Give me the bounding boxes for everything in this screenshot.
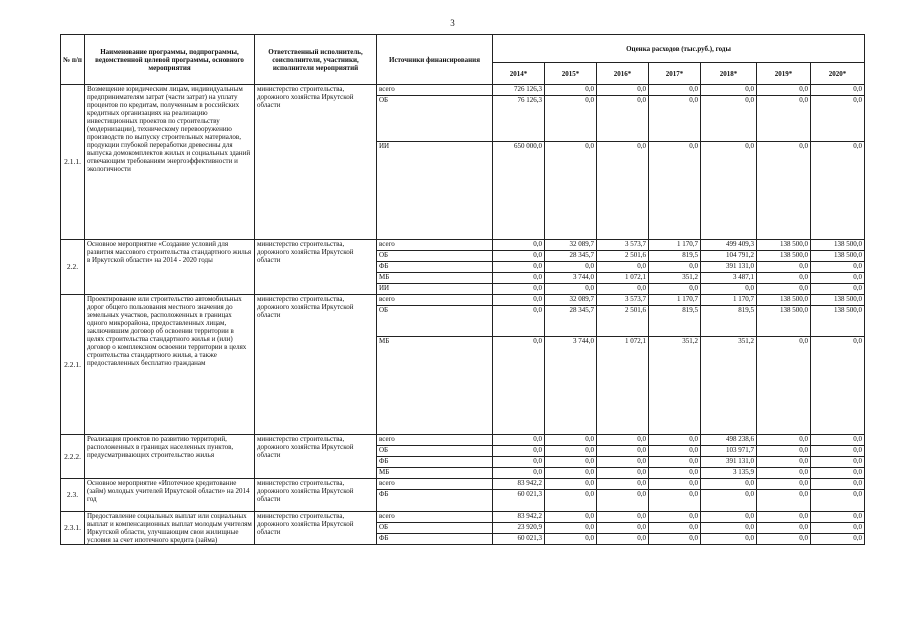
amount-cell: 138 500,0 <box>811 251 865 262</box>
amount-cell: 0,0 <box>649 262 701 273</box>
amount-cell: 391 131,0 <box>701 457 757 468</box>
amount-cell: 0,0 <box>597 446 649 457</box>
item-code: 2.1.1. <box>61 85 85 240</box>
amount-cell: 3 573,7 <box>597 295 649 306</box>
header-estimate: Оценка расходов (тыс.руб.), годы <box>493 35 865 63</box>
funding-source: ОБ <box>377 306 493 337</box>
amount-cell: 0,0 <box>811 435 865 446</box>
amount-cell: 83 942,2 <box>493 479 545 490</box>
funding-source: всего <box>377 295 493 306</box>
amount-cell: 0,0 <box>701 96 757 142</box>
amount-cell: 0,0 <box>811 85 865 96</box>
item-code: 2.3.1. <box>61 512 85 545</box>
item-executor: министерство строительства, дорожного хозяйства Иркутской области <box>255 479 377 512</box>
amount-cell: 0,0 <box>597 262 649 273</box>
table-row <box>61 479 865 490</box>
amount-cell: 0,0 <box>701 284 757 295</box>
amount-cell: 0,0 <box>757 512 811 523</box>
amount-cell: 0,0 <box>757 284 811 295</box>
amount-cell: 0,0 <box>493 435 545 446</box>
amount-cell: 0,0 <box>649 523 701 534</box>
amount-cell: 138 500,0 <box>811 306 865 337</box>
amount-cell: 0,0 <box>811 468 865 479</box>
amount-cell: 0,0 <box>597 523 649 534</box>
amount-cell: 3 744,0 <box>545 273 597 284</box>
item-name: Основное мероприятие «Ипотечное кредитование (займ) молодых учителей Иркутской области» на 2014 год <box>85 479 255 512</box>
amount-cell: 103 971,7 <box>701 446 757 457</box>
amount-cell: 76 126,3 <box>493 96 545 142</box>
amount-cell: 0,0 <box>757 96 811 142</box>
amount-cell: 0,0 <box>493 240 545 251</box>
amount-cell: 0,0 <box>757 85 811 96</box>
amount-cell: 0,0 <box>649 446 701 457</box>
amount-cell: 819,5 <box>649 306 701 337</box>
amount-cell: 0,0 <box>493 251 545 262</box>
amount-cell: 0,0 <box>811 337 865 435</box>
table-row <box>61 85 865 96</box>
amount-cell: 0,0 <box>757 523 811 534</box>
amount-cell: 0,0 <box>545 479 597 490</box>
funding-source: ИИ <box>377 284 493 295</box>
amount-cell: 0,0 <box>493 273 545 284</box>
funding-source: всего <box>377 512 493 523</box>
funding-source: всего <box>377 435 493 446</box>
amount-cell: 0,0 <box>701 479 757 490</box>
amount-cell: 0,0 <box>811 142 865 240</box>
amount-cell: 0,0 <box>757 262 811 273</box>
table-row <box>61 512 865 523</box>
amount-cell: 32 089,7 <box>545 240 597 251</box>
amount-cell: 0,0 <box>649 534 701 545</box>
amount-cell: 138 500,0 <box>757 295 811 306</box>
amount-cell: 0,0 <box>597 85 649 96</box>
amount-cell: 0,0 <box>597 284 649 295</box>
amount-cell: 138 500,0 <box>757 240 811 251</box>
funding-source: всего <box>377 85 493 96</box>
amount-cell: 0,0 <box>811 534 865 545</box>
item-name: Реализация проектов по развитию территорий, расположенных в границах населенных пунктов, предусматривающих строительство жилья <box>85 435 255 479</box>
amount-cell: 3 744,0 <box>545 337 597 435</box>
amount-cell: 0,0 <box>597 490 649 512</box>
item-executor: министерство строительства, дорожного хозяйства Иркутской области <box>255 512 377 545</box>
header-year: 2019* <box>757 63 811 85</box>
funding-source: ФБ <box>377 490 493 512</box>
item-executor: министерство строительства, дорожного хозяйства Иркутской области <box>255 240 377 295</box>
amount-cell: 0,0 <box>757 534 811 545</box>
amount-cell: 0,0 <box>545 96 597 142</box>
item-code: 2.2.2. <box>61 435 85 479</box>
amount-cell: 351,2 <box>649 337 701 435</box>
amount-cell: 0,0 <box>757 457 811 468</box>
amount-cell: 1 170,7 <box>649 240 701 251</box>
funding-source: ФБ <box>377 262 493 273</box>
amount-cell: 0,0 <box>701 142 757 240</box>
funding-source: ИИ <box>377 142 493 240</box>
amount-cell: 0,0 <box>811 273 865 284</box>
amount-cell: 0,0 <box>811 262 865 273</box>
amount-cell: 498 238,6 <box>701 435 757 446</box>
amount-cell: 0,0 <box>649 512 701 523</box>
amount-cell: 23 920,9 <box>493 523 545 534</box>
amount-cell: 0,0 <box>811 523 865 534</box>
amount-cell: 0,0 <box>757 446 811 457</box>
header-year: 2018* <box>701 63 757 85</box>
amount-cell: 0,0 <box>545 284 597 295</box>
item-name: Основное мероприятие «Создание условий для развития массового строительства стандартного жилья в Иркутской области» на 2014 - 2020 годы <box>85 240 255 295</box>
amount-cell: 819,5 <box>701 306 757 337</box>
amount-cell: 3 135,9 <box>701 468 757 479</box>
amount-cell: 0,0 <box>597 96 649 142</box>
amount-cell: 2 501,6 <box>597 306 649 337</box>
amount-cell: 0,0 <box>545 490 597 512</box>
amount-cell: 0,0 <box>811 490 865 512</box>
funding-source: ОБ <box>377 251 493 262</box>
amount-cell: 0,0 <box>545 142 597 240</box>
amount-cell: 0,0 <box>757 468 811 479</box>
amount-cell: 0,0 <box>545 446 597 457</box>
amount-cell: 0,0 <box>597 142 649 240</box>
amount-cell: 0,0 <box>545 523 597 534</box>
amount-cell: 0,0 <box>597 457 649 468</box>
item-code: 2.2. <box>61 240 85 295</box>
budget-table <box>60 34 865 545</box>
funding-source: МБ <box>377 273 493 284</box>
amount-cell: 32 089,7 <box>545 295 597 306</box>
amount-cell: 138 500,0 <box>811 240 865 251</box>
amount-cell: 351,2 <box>649 273 701 284</box>
amount-cell: 0,0 <box>649 284 701 295</box>
amount-cell: 0,0 <box>701 523 757 534</box>
funding-source: всего <box>377 479 493 490</box>
item-code: 2.2.1. <box>61 295 85 435</box>
amount-cell: 0,0 <box>649 96 701 142</box>
header-year: 2015* <box>545 63 597 85</box>
amount-cell: 0,0 <box>757 337 811 435</box>
amount-cell: 1 170,7 <box>649 295 701 306</box>
amount-cell: 104 791,2 <box>701 251 757 262</box>
amount-cell: 0,0 <box>493 306 545 337</box>
amount-cell: 0,0 <box>597 479 649 490</box>
amount-cell: 351,2 <box>701 337 757 435</box>
amount-cell: 0,0 <box>545 512 597 523</box>
amount-cell: 0,0 <box>545 85 597 96</box>
amount-cell: 0,0 <box>493 468 545 479</box>
amount-cell: 1 170,7 <box>701 295 757 306</box>
amount-cell: 0,0 <box>649 479 701 490</box>
header-num: № п/п <box>61 35 85 85</box>
amount-cell: 0,0 <box>649 468 701 479</box>
item-executor: министерство строительства, дорожного хозяйства Иркутской области <box>255 85 377 240</box>
amount-cell: 0,0 <box>649 85 701 96</box>
amount-cell: 0,0 <box>811 479 865 490</box>
amount-cell: 0,0 <box>493 457 545 468</box>
amount-cell: 0,0 <box>597 468 649 479</box>
amount-cell: 0,0 <box>493 284 545 295</box>
header-year: 2016* <box>597 63 649 85</box>
item-name: Возмещение юридическим лицам, индивидуальным предпринимателям затрат (части затрат) на уплату процентов по кредитам, полученным в российских кредитных организациях на реализацию инвестиционных проектов по строительству (модернизации), техническому перевооружению производств по выпуску строительных материалов, продукции глубокой переработки древесины для выпуска домокомплектов жилых и социальных зданий отвечающим требованиям энергоэффективности и экологичности <box>85 85 255 240</box>
amount-cell: 83 942,2 <box>493 512 545 523</box>
funding-source: МБ <box>377 337 493 435</box>
header-executor: Ответственный исполнитель, соисполнители, участники, исполнители мероприятий <box>255 35 377 85</box>
funding-source: всего <box>377 240 493 251</box>
amount-cell: 0,0 <box>757 479 811 490</box>
header-source: Источники финансирования <box>377 35 493 85</box>
amount-cell: 0,0 <box>649 435 701 446</box>
table-row <box>61 240 865 251</box>
amount-cell: 138 500,0 <box>757 251 811 262</box>
amount-cell: 0,0 <box>649 457 701 468</box>
amount-cell: 726 126,3 <box>493 85 545 96</box>
amount-cell: 2 501,6 <box>597 251 649 262</box>
amount-cell: 0,0 <box>545 262 597 273</box>
amount-cell: 0,0 <box>545 457 597 468</box>
amount-cell: 0,0 <box>701 85 757 96</box>
header-year: 2014* <box>493 63 545 85</box>
amount-cell: 0,0 <box>545 534 597 545</box>
amount-cell: 28 345,7 <box>545 251 597 262</box>
amount-cell: 60 021,3 <box>493 490 545 512</box>
amount-cell: 0,0 <box>597 534 649 545</box>
funding-source: ФБ <box>377 457 493 468</box>
amount-cell: 0,0 <box>545 435 597 446</box>
amount-cell: 0,0 <box>811 512 865 523</box>
amount-cell: 0,0 <box>757 142 811 240</box>
amount-cell: 0,0 <box>649 490 701 512</box>
amount-cell: 0,0 <box>597 512 649 523</box>
amount-cell: 0,0 <box>811 446 865 457</box>
item-name: Предоставление социальных выплат или социальных выплат и компенсационных выплат молодым учителям Иркутской области, улучшающим свои жилищные условия за счет ипотечного кредита (займа) <box>85 512 255 545</box>
amount-cell: 0,0 <box>757 273 811 284</box>
amount-cell: 0,0 <box>493 337 545 435</box>
amount-cell: 0,0 <box>649 142 701 240</box>
amount-cell: 0,0 <box>493 295 545 306</box>
amount-cell: 138 500,0 <box>811 295 865 306</box>
amount-cell: 0,0 <box>701 512 757 523</box>
amount-cell: 1 072,1 <box>597 273 649 284</box>
amount-cell: 0,0 <box>493 446 545 457</box>
funding-source: ОБ <box>377 96 493 142</box>
amount-cell: 650 000,0 <box>493 142 545 240</box>
amount-cell: 499 409,3 <box>701 240 757 251</box>
amount-cell: 1 072,1 <box>597 337 649 435</box>
item-executor: министерство строительства, дорожного хозяйства Иркутской области <box>255 435 377 479</box>
header-year: 2020* <box>811 63 865 85</box>
amount-cell: 0,0 <box>757 435 811 446</box>
funding-source: ОБ <box>377 446 493 457</box>
amount-cell: 3 487,1 <box>701 273 757 284</box>
amount-cell: 0,0 <box>811 96 865 142</box>
amount-cell: 0,0 <box>811 457 865 468</box>
funding-source: ОБ <box>377 523 493 534</box>
table-row <box>61 435 865 446</box>
amount-cell: 819,5 <box>649 251 701 262</box>
amount-cell: 0,0 <box>493 262 545 273</box>
header-year: 2017* <box>649 63 701 85</box>
amount-cell: 0,0 <box>545 468 597 479</box>
item-code: 2.3. <box>61 479 85 512</box>
funding-source: ФБ <box>377 534 493 545</box>
item-name: Проектирование или строительство автомобильных дорог общего пользования местного значения до земельных участков, расположенных в границах одного микрорайона, предоставленных лицам, заключившим договор об освоении территории в целях строительства стандартного жилья и (или) договор о комплексном освоении территории в целях строительства стандартного жилья, а также предоставленных бесплатно гражданам <box>85 295 255 435</box>
amount-cell: 0,0 <box>597 435 649 446</box>
amount-cell: 0,0 <box>701 490 757 512</box>
header-name: Наименование программы, подпрограммы, ведомственной целевой программы, основного мероприятия <box>85 35 255 85</box>
amount-cell: 138 500,0 <box>757 306 811 337</box>
item-executor: министерство строительства, дорожного хозяйства Иркутской области <box>255 295 377 435</box>
table-row <box>61 295 865 306</box>
amount-cell: 0,0 <box>811 284 865 295</box>
page-number: 3 <box>450 18 455 28</box>
amount-cell: 391 131,0 <box>701 262 757 273</box>
funding-source: МБ <box>377 468 493 479</box>
amount-cell: 0,0 <box>757 490 811 512</box>
amount-cell: 0,0 <box>701 534 757 545</box>
amount-cell: 60 021,3 <box>493 534 545 545</box>
amount-cell: 3 573,7 <box>597 240 649 251</box>
amount-cell: 28 345,7 <box>545 306 597 337</box>
